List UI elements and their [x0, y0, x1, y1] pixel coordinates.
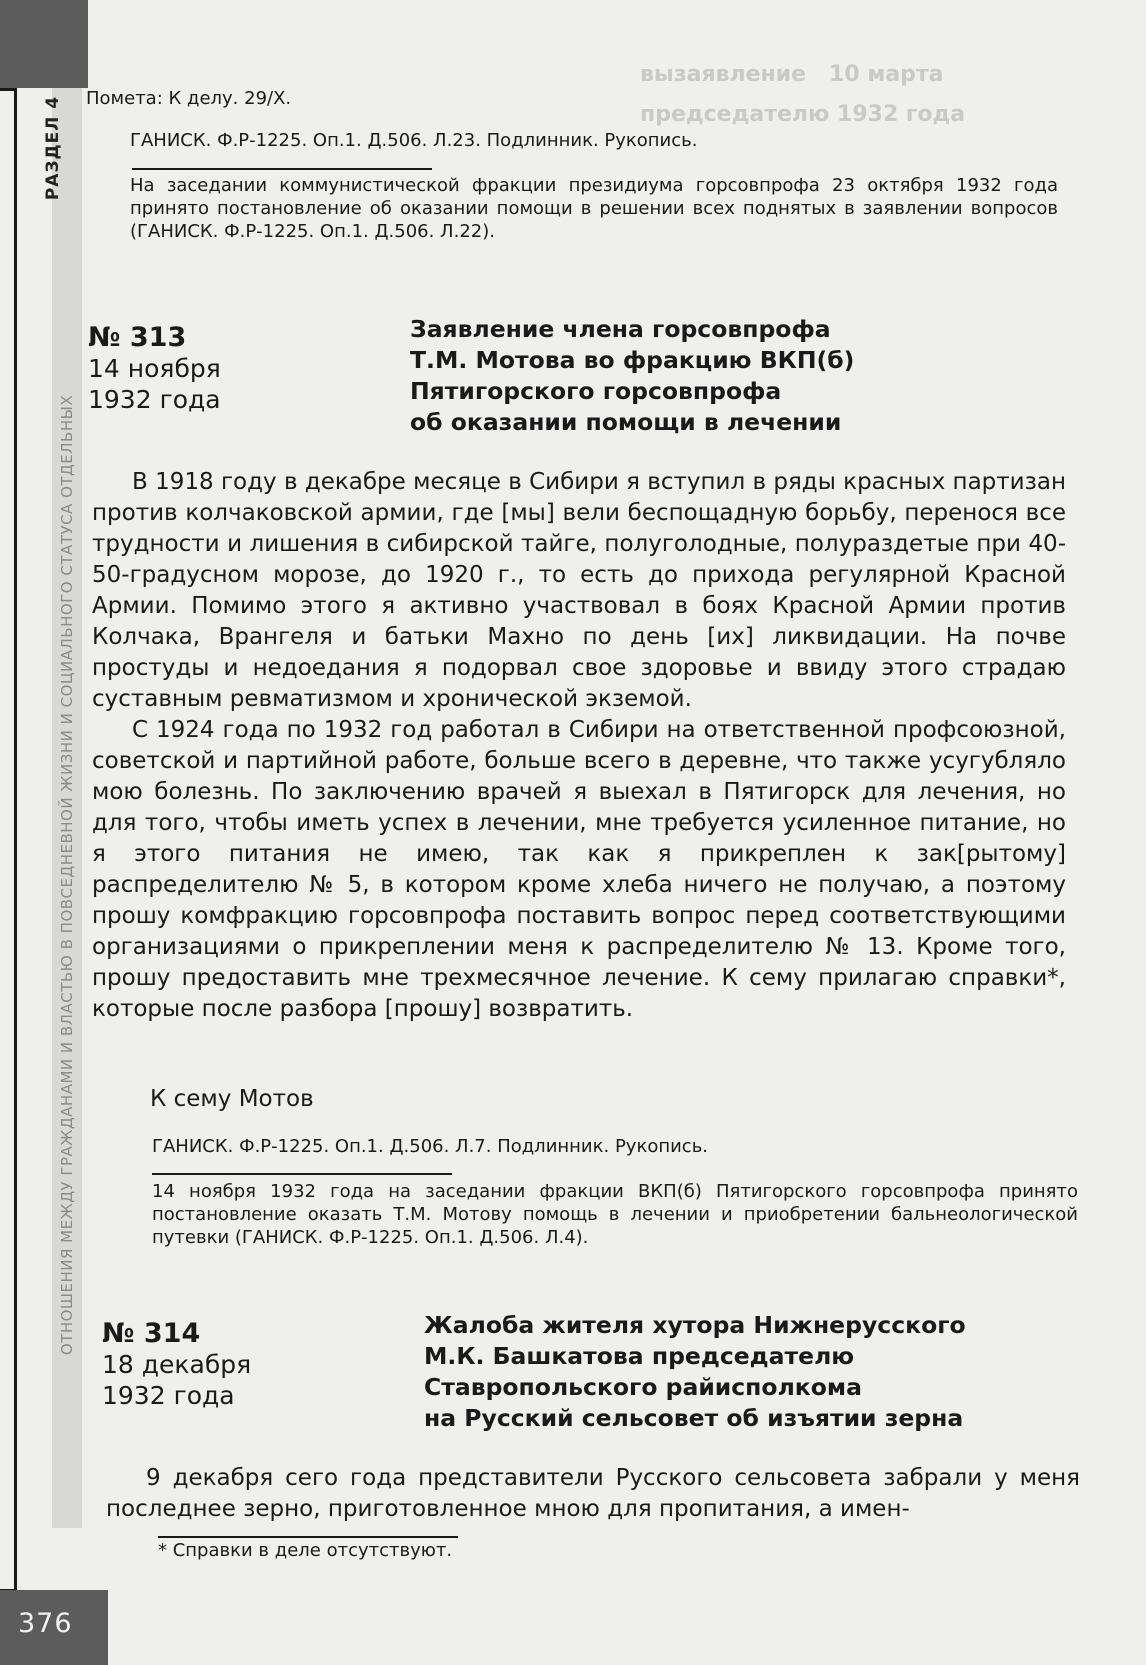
document-body — [106, 1463, 1080, 1525]
document-date-day: 14 ноября — [88, 354, 221, 383]
archive-note: На заседании коммунистической фракции президиума горсовпрофа 23 октября 1932 года принято постановление об оказании помощи в решении всех поднятых в заявлении вопросов (ГАНИСК. Ф.Р-1225. Оп.1. Д.506. Л.22). — [130, 175, 1058, 242]
document-title-line: Пятигорского горсовпрофа — [410, 377, 782, 405]
spine-title: ОТНОШЕНИЯ МЕЖДУ ГРАЖДАНАМИ И ВЛАСТЬЮ В ПОВСЕДНЕВНОЙ ЖИЗНИ И СОЦИАЛЬНОГО СТАТУСА ОТДЕЛЬНЫХ — [58, 394, 76, 1356]
document-date-year: 1932 года — [102, 1381, 235, 1410]
archive-ref: ГАНИСК. Ф.Р-1225. Оп.1. Д.506. Л.7. Подлинник. Рукопись. — [152, 1136, 709, 1157]
body-paragraph: С 1924 года по 1932 год работал в Сибири на ответственной профсоюзной, советской и партийной работе, больше всего в деревне, что также усугубляло мою болезнь. По заключению врачей я выехал в Пятигорск для лечения, но для того, чтобы иметь успех в лечении, мне требуется усиленное питание, но я этого питания не имею, так как я прикреплен к зак[рытому] распределителю № 5, в котором кроме хлеба ничего не получаю, а поэтому прошу комфракцию горсовпрофа поставить вопрос перед соответствующими организациями о прикреплении меня к распределителю № 13. Кроме того, прошу предоставить мне трехмесячное лечение. К сему прилагаю справки*, которые после разбора [прошу] возвратить. — [92, 717, 1066, 1022]
top-corner-block — [0, 0, 88, 88]
document-title-line: Жалоба жителя хутора Нижнерусского — [424, 1311, 966, 1339]
pometa: Помета: К делу. 29/Х. — [86, 88, 292, 109]
document-title-line: М.К. Башкатова председателю — [424, 1342, 855, 1370]
document-title-line: об оказании помощи в лечении — [410, 408, 842, 436]
separator-rule — [152, 1173, 452, 1175]
footnote: * Справки в деле отсутствуют. — [158, 1540, 453, 1561]
body-paragraph: 9 декабря сего года представители Русского сельсовета забрали у меня последнее зерно, приготовленное мною для пропитания, а имен- — [106, 1465, 1080, 1522]
document-body — [92, 467, 1066, 1025]
document-date-year: 1932 года — [88, 385, 221, 414]
document-title-line: Заявление члена горсовпрофа — [410, 315, 831, 343]
separator-rule — [132, 168, 432, 170]
bleed-through-text: вызаявление 10 марта — [640, 62, 944, 87]
body-paragraph: В 1918 году в декабре месяце в Сибири я вступил в ряды красных партизан против колчаковской армии, где [мы] вели беспощадную борьбу, перенося все трудности и лишения в сибирской тайге, полуголодные, полураздетые при 40-50-градусном морозе, до 1920 г., то есть до прихода регулярной Красной Армии. Помимо этого я активно участвовал в боях Красной Армии против Колчака, Врангеля и батьки Махно по день [их] ликвидации. На почве простуды и недоедания я подорвал свое здоровье и ввиду этого страдаю суставным ревматизмом и хронической экземой. — [92, 469, 1066, 712]
archive-ref: ГАНИСК. Ф.Р-1225. Оп.1. Д.506. Л.23. Подлинник. Рукопись. — [130, 130, 698, 151]
archive-note: 14 ноября 1932 года на заседании фракции ВКП(б) Пятигорского горсовпрофа принято постановление оказать Т.М. Мотову помощь в лечении и приобретении бальнеологической путевки (ГАНИСК. Ф.Р-1225. Оп.1. Д.506. Л.4). — [152, 1181, 1078, 1248]
signature: К сему Мотов — [150, 1086, 314, 1112]
document-date-day: 18 декабря — [102, 1350, 252, 1379]
section-label: РАЗДЕЛ 4 — [43, 95, 63, 201]
document-title-line: Т.М. Мотова во фракцию ВКП(б) — [410, 346, 855, 374]
section-frame — [0, 88, 17, 1592]
page-number: 376 — [18, 1608, 73, 1639]
document-number: № 313 — [88, 322, 187, 353]
document-number: № 314 — [102, 1318, 201, 1349]
footnote-rule — [158, 1536, 458, 1538]
document-title-line: Ставропольского райисполкома — [424, 1373, 862, 1401]
document-title-line: на Русский сельсовет об изъятии зерна — [424, 1404, 964, 1432]
bleed-through-text: председателю 1932 года — [640, 102, 966, 127]
